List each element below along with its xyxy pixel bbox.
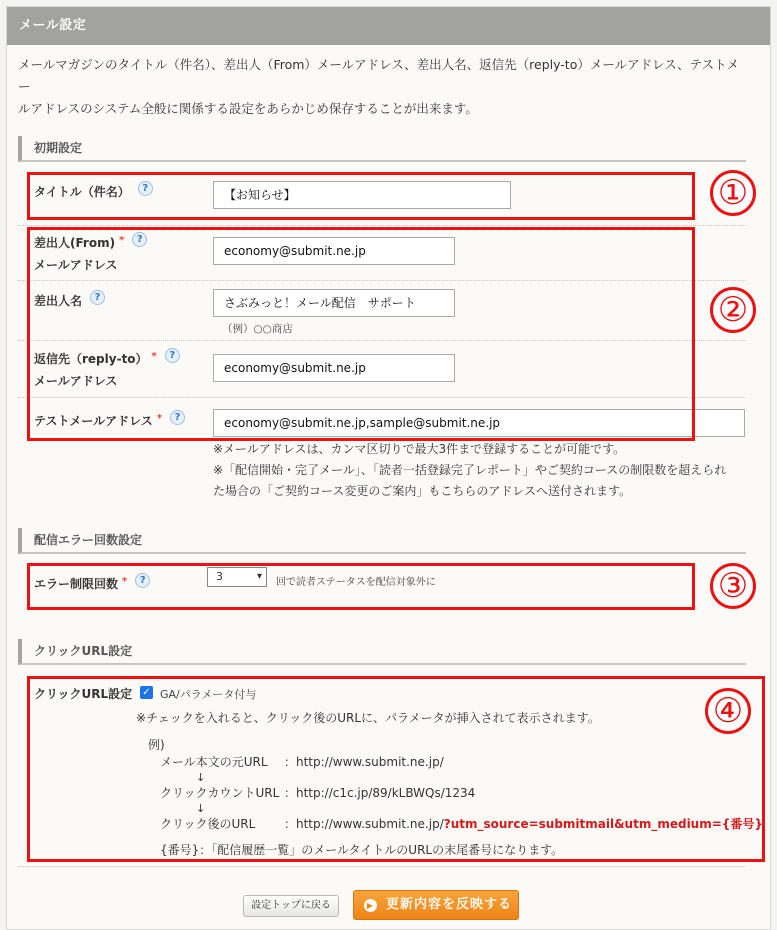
help-icon[interactable]: ? (135, 573, 150, 588)
example-row-count-value: ：http://c1c.jp/89/kLBWQs/1234 (284, 786, 476, 800)
from-address-input[interactable]: economy@submit.ne.jp (213, 237, 455, 265)
title-input[interactable]: 【お知らせ】 (213, 181, 511, 209)
back-to-settings-button[interactable]: 設定トップに戻る (243, 895, 339, 917)
callout-box-3 (27, 563, 695, 610)
required-mark: * (119, 235, 125, 246)
test-address-label: テストメールアドレス * ? (34, 411, 185, 433)
sender-name-input[interactable]: さぶみっと！メール配信 サポート (213, 289, 455, 317)
example-row-original-value: ：http://www.submit.ne.jp/ (284, 755, 444, 769)
chevron-down-icon: ▾ (256, 571, 262, 582)
example-row-count-label: クリックカウントURL (160, 786, 280, 800)
arrow-down-icon: ↓ (196, 802, 206, 815)
from-address-label: 差出人(From) * ? メールアドレス (34, 233, 147, 275)
help-icon[interactable]: ? (138, 181, 153, 196)
ga-parameter-label: GA/パラメータ付与 (160, 688, 257, 701)
error-limit-label: エラー制限回数 * ? (34, 574, 150, 596)
reply-to-input[interactable]: economy@submit.ne.jp (213, 354, 455, 382)
divider (18, 866, 746, 867)
example-footer-note: {番号}：「配信履歴一覧」のメールタイトルのURLの末尾番号になります。 (160, 843, 564, 857)
callout-box-1 (27, 172, 695, 220)
arrow-down-icon: ↓ (196, 771, 206, 784)
example-heading: 例) (148, 738, 165, 752)
reply-to-label: 返信先（reply-to） * ? メールアドレス (34, 349, 180, 391)
required-mark: * (151, 351, 157, 362)
click-url-label: クリックURL設定 (34, 687, 133, 701)
callout-number-2: ② (710, 287, 756, 333)
sender-name-label: 差出人名 ? (34, 291, 105, 311)
test-address-note: ※メールアドレスは、カンマ区切りで最大3件まで登録することが可能です。 ※「配信開始・完了メール」、「読者一括登録完了レポート」やご契約コースの制限数を超えられ た場合の「ご契約コース変更のご案内」もこちらのアドレスへ送付されます。 (213, 442, 727, 498)
help-icon[interactable]: ? (165, 348, 180, 363)
click-url-note: ※チェックを入れると、クリック後のURLに、パラメータが挿入されて表示されます。 (136, 711, 600, 725)
divider (18, 225, 746, 226)
page-title: メール設定 (7, 7, 770, 45)
section-error-settings: 配信エラー回数設定 (18, 528, 746, 554)
section-click-url: クリックURL設定 (18, 639, 746, 665)
example-row-after-label: クリック後のURL (160, 817, 256, 831)
ga-parameter-checkbox[interactable]: ✓ (140, 686, 153, 699)
help-icon[interactable]: ? (132, 232, 147, 247)
example-row-original-label: メール本文の元URL (160, 755, 268, 769)
section-initial-settings: 初期設定 (18, 136, 746, 162)
error-limit-suffix: 回で読者ステータスを配信対象外に (276, 577, 436, 588)
callout-number-4: ④ (705, 688, 751, 734)
utm-parameter-text: ?utm_source=submitmail&utm_medium={番号} (443, 817, 763, 831)
error-limit-select[interactable]: 3 ▾ (207, 567, 267, 587)
sender-name-example: （例）○○商店 (222, 323, 293, 335)
callout-number-3: ③ (710, 563, 756, 609)
example-row-after-value: ：http://www.submit.ne.jp/?utm_source=submitmail&utm_medium={番号} (284, 817, 763, 831)
callout-box-2 (27, 227, 695, 441)
title-label: タイトル（件名） ? (34, 182, 153, 202)
play-icon: ▶ (364, 899, 377, 912)
page-description: メールマガジンのタイトル（件名）、差出人（From）メールアドレス、差出人名、返信先（reply-to）メールアドレス、テストメー ルアドレスのシステム全般に関係する設定をあらかじめ保存することが出来ます。 (18, 57, 739, 116)
help-icon[interactable]: ? (170, 410, 185, 425)
test-address-input[interactable]: economy@submit.ne.jp,sample@submit.ne.jp (213, 409, 745, 437)
callout-box-4 (27, 676, 765, 862)
help-icon[interactable]: ? (90, 290, 105, 305)
required-mark: * (122, 576, 128, 587)
callout-number-1: ① (710, 170, 756, 216)
required-mark: * (156, 413, 163, 424)
apply-changes-button[interactable]: ▶ 更新内容を反映する (353, 890, 519, 920)
